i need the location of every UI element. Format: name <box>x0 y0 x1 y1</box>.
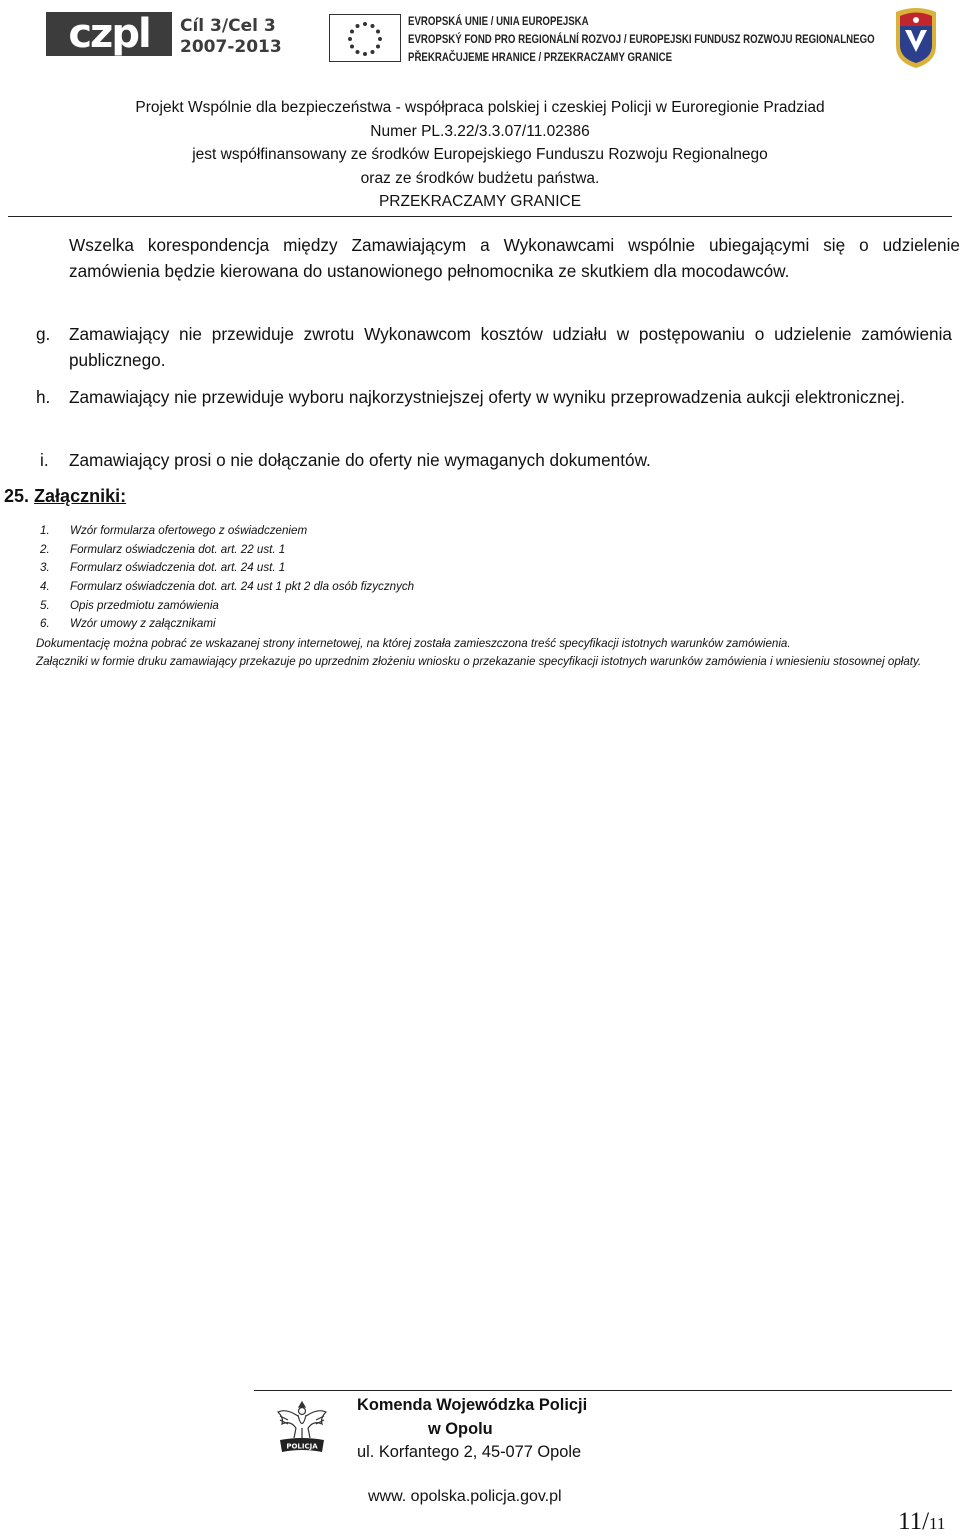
police-badge-text: POLICJA <box>286 1442 318 1451</box>
cil-cel-label: Cíl 3/Cel 3 <box>180 16 276 36</box>
attachment-item <box>40 598 219 614</box>
attachment-item <box>40 579 414 595</box>
police-eagle-icon <box>274 1398 330 1458</box>
page-total: 11 <box>929 1514 946 1533</box>
footer-divider <box>254 1390 952 1391</box>
czpl-logo-mark: czpl <box>46 12 172 56</box>
attachment-item <box>40 542 285 558</box>
header-divider <box>8 216 952 217</box>
attachment-number: 1. <box>40 524 50 537</box>
item-label: g. <box>36 324 51 344</box>
page-number <box>898 1508 945 1536</box>
footer-address <box>357 1394 587 1465</box>
item-text: Zamawiający nie przewiduje wyboru najkorzystniejszej oferty w wyniku przeprowadzenia aukcji elektronicznej. <box>69 387 905 407</box>
attachment-text: Formularz oświadczenia dot. art. 24 ust 1 pkt 2 dla osób fizycznych <box>70 580 415 593</box>
project-slogan: PRZEKRACZAMY GRANICE <box>378 193 582 210</box>
section-number: 25. <box>4 486 30 506</box>
item-text: Zamawiający nie przewiduje zwrotu Wykonawcom kosztów udziału w postępowaniu o udzielenie zamówienia publicznego. <box>69 324 952 370</box>
website-link[interactable]: www. opolska.policja.gov.pl <box>368 1488 562 1505</box>
attachment-number: 3. <box>40 561 50 574</box>
attachment-text: Opis przedmiotu zamówienia <box>70 599 219 612</box>
program-years-label: 2007-2013 <box>180 37 282 57</box>
attachment-number: 6. <box>40 617 50 630</box>
eu-funding-text <box>408 12 875 66</box>
attachment-number: 5. <box>40 599 50 612</box>
note-print: Załączniki w formie druku zamawiający przekazuje po uprzednim złożeniu wniosku o przekazanie specyfikacji istotnych warunków zamówienia i wniesieniu stosownej opłaty. <box>36 655 922 668</box>
eu-line: EVROPSKÁ UNIE / UNIA EUROPEJSKA <box>408 14 589 28</box>
project-title: Projekt Wspólnie dla bezpieczeństwa - współpraca polskiej i czeskiej Policji w Euroregionie Pradziad <box>135 99 825 116</box>
section-title: Załączniki: <box>34 486 127 506</box>
item-label: h. <box>36 387 51 407</box>
org-address: ul. Korfantego 2, 45-077 Opole <box>357 1443 582 1461</box>
attachment-item <box>40 560 285 576</box>
police-crest-icon <box>892 6 940 70</box>
project-cofinance: jest współfinansowany ze środków Europejskiego Funduszu Rozwoju Regionalnego <box>192 146 768 163</box>
project-budget: oraz ze środków budżetu państwa. <box>360 169 600 187</box>
attachment-item <box>40 616 216 632</box>
attachment-text: Wzór umowy z załącznikami <box>70 617 216 630</box>
intro-paragraph: Wszelka korespondencja między Zamawiającym a Wykonawcami wspólnie ubiegającymi się o udzielenie zamówienia będzie kierowana do ustanowionego pełnomocnika ze skutkiem dla mocodawców. <box>69 235 960 281</box>
eu-line: EVROPSKÝ FOND PRO REGIONÁLNÍ ROZVOJ / EUROPEJSKI FUNDUSZ ROZWOJU REGIONALNEGO <box>408 32 875 46</box>
attachment-text: Formularz oświadczenia dot. art. 22 ust. 1 <box>70 543 286 556</box>
project-info <box>0 96 960 214</box>
attachment-text: Wzór formularza ofertowego z oświadczeniem <box>70 524 308 537</box>
item-label: i. <box>40 450 49 470</box>
item-text: Zamawiający prosi o nie dołączanie do oferty nie wymaganych dokumentów. <box>69 450 651 470</box>
attachment-number: 4. <box>40 580 50 593</box>
section-heading <box>4 486 126 507</box>
attachment-text: Formularz oświadczenia dot. art. 24 ust. 1 <box>70 561 286 574</box>
org-name: Komenda Wojewódzka Policji <box>357 1396 588 1414</box>
project-number: Numer PL.3.22/3.3.07/11.02386 <box>370 122 590 140</box>
page-current: 11/ <box>898 1508 930 1535</box>
org-city: w Opolu <box>428 1419 493 1438</box>
czpl-logo <box>46 10 282 62</box>
eu-flag-icon <box>329 14 401 62</box>
eu-line: PŘEKRAČUJEME HRANICE / PRZEKRACZAMY GRANICE <box>408 50 673 64</box>
attachment-item <box>40 523 307 539</box>
attachment-number: 2. <box>40 543 50 556</box>
note-download: Dokumentację można pobrać ze wskazanej strony internetowej, na której została zamieszczona treść specyfikacji istotnych warunków zamówienia. <box>36 637 791 650</box>
